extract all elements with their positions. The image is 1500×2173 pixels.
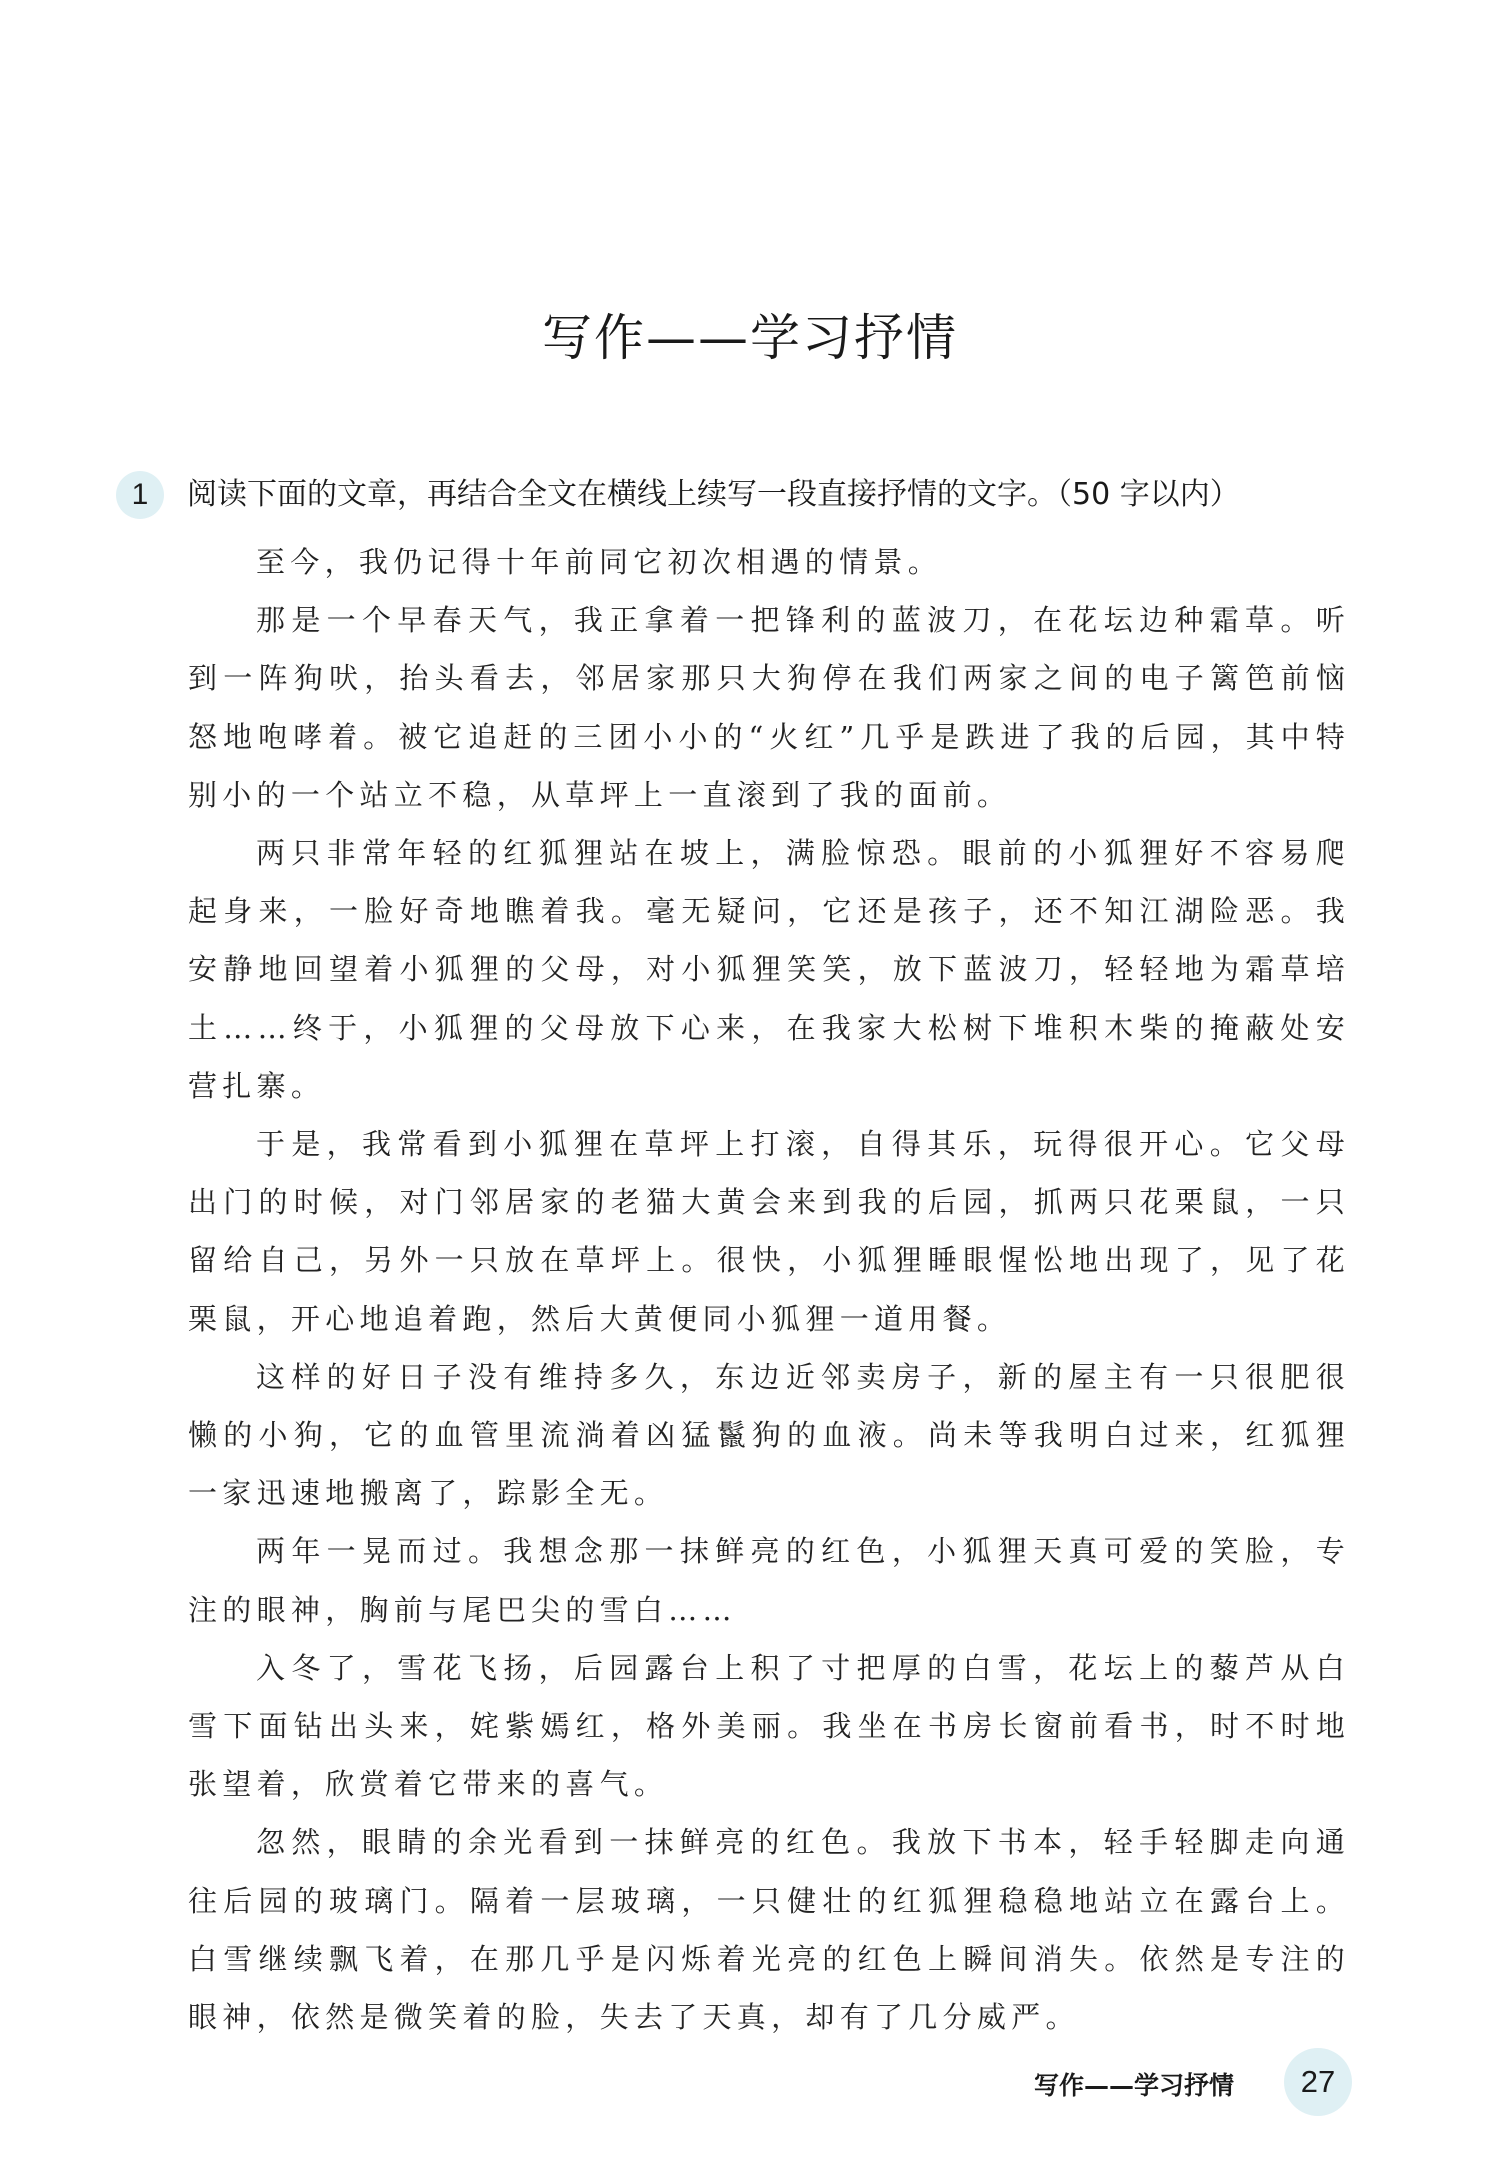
paragraph: 两年一晃而过。我想念那一抹鲜亮的红色，小狐狸天真可爱的笑脸，专注的眼神，胸前与尾巴尖的雪白…… xyxy=(188,1534,1350,1627)
footer-section-title: 写作——学习抒情 xyxy=(1034,2071,1235,2100)
paragraph: 两只非常年轻的红狐狸站在坡上，满脸惊恐。眼前的小狐狸好不容易爬起身来，一脸好奇地瞧着我。毫无疑问，它还是孩子，还不知江湖险恶。我安静地回望着小狐狸的父母，对小狐狸笑笑，放下蓝波刀，轻轻地为霜草培土……终于，小狐狸的父母放下心来，在我家大松树下堆积木柴的掩蔽处安营扎寨。 xyxy=(188,836,1350,1103)
question-1 xyxy=(112,467,1372,527)
question-number-badge: 1 xyxy=(116,471,164,519)
paragraph: 于是，我常看到小狐狸在草坪上打滚，自得其乐，玩得很开心。它父母出门的时候，对门邻居家的老猫大黄会来到我的后园，抓两只花栗鼠，一只留给自己，另外一只放在草坪上。很快，小狐狸睡眼惺忪地出现了，见了花栗鼠，开心地追着跑，然后大黄便同小狐狸一道用餐。 xyxy=(188,1127,1350,1336)
paragraph: 入冬了，雪花飞扬，后园露台上积了寸把厚的白雪，花坛上的藜芦从白雪下面钻出头来，姹紫嫣红，格外美丽。我坐在书房长窗前看书，时不时地张望着，欣赏着它带来的喜气。 xyxy=(188,1650,1350,1802)
page-number: 27 xyxy=(1284,2048,1352,2116)
paragraph: 这样的好日子没有维持多久，东边近邻卖房子，新的屋主有一只很肥很懒的小狗，它的血管里流淌着凶猛鬣狗的血液。尚未等我明白过来，红狐狸一家迅速地搬离了，踪影全无。 xyxy=(188,1359,1350,1511)
paragraph: 忽然，眼睛的余光看到一抹鲜亮的红色。我放下书本，轻手轻脚走向通往后园的玻璃门。隔着一层玻璃，一只健壮的红狐狸稳稳地站立在露台上。白雪继续飘飞着，在那几乎是闪烁着光亮的红色上瞬间消失。依然是专注的眼神，依然是微笑着的脸，失去了天真，却有了几分威严。 xyxy=(188,1825,1350,2035)
paragraph: 那是一个早春天气，我正拿着一把锋利的蓝波刀，在花坛边种霜草。听到一阵狗吠，抬头看去，邻居家那只大狗停在我们两家之间的电子篱笆前恼怒地咆哮着。被它追赶的三团小小的“火红”几乎是跌进了我的后园，其中特别小的一个站立不稳，从草坪上一直滚到了我的面前。 xyxy=(188,603,1350,812)
question-prompt: 阅读下面的文章，再结合全文在横线上续写一段直接抒情的文字。（50 字以内） xyxy=(187,477,1240,512)
article-body xyxy=(188,533,1350,2046)
paragraph: 至今，我仍记得十年前同它初次相遇的情景。 xyxy=(256,545,943,579)
page-title: 写作——学习抒情 xyxy=(542,309,958,367)
